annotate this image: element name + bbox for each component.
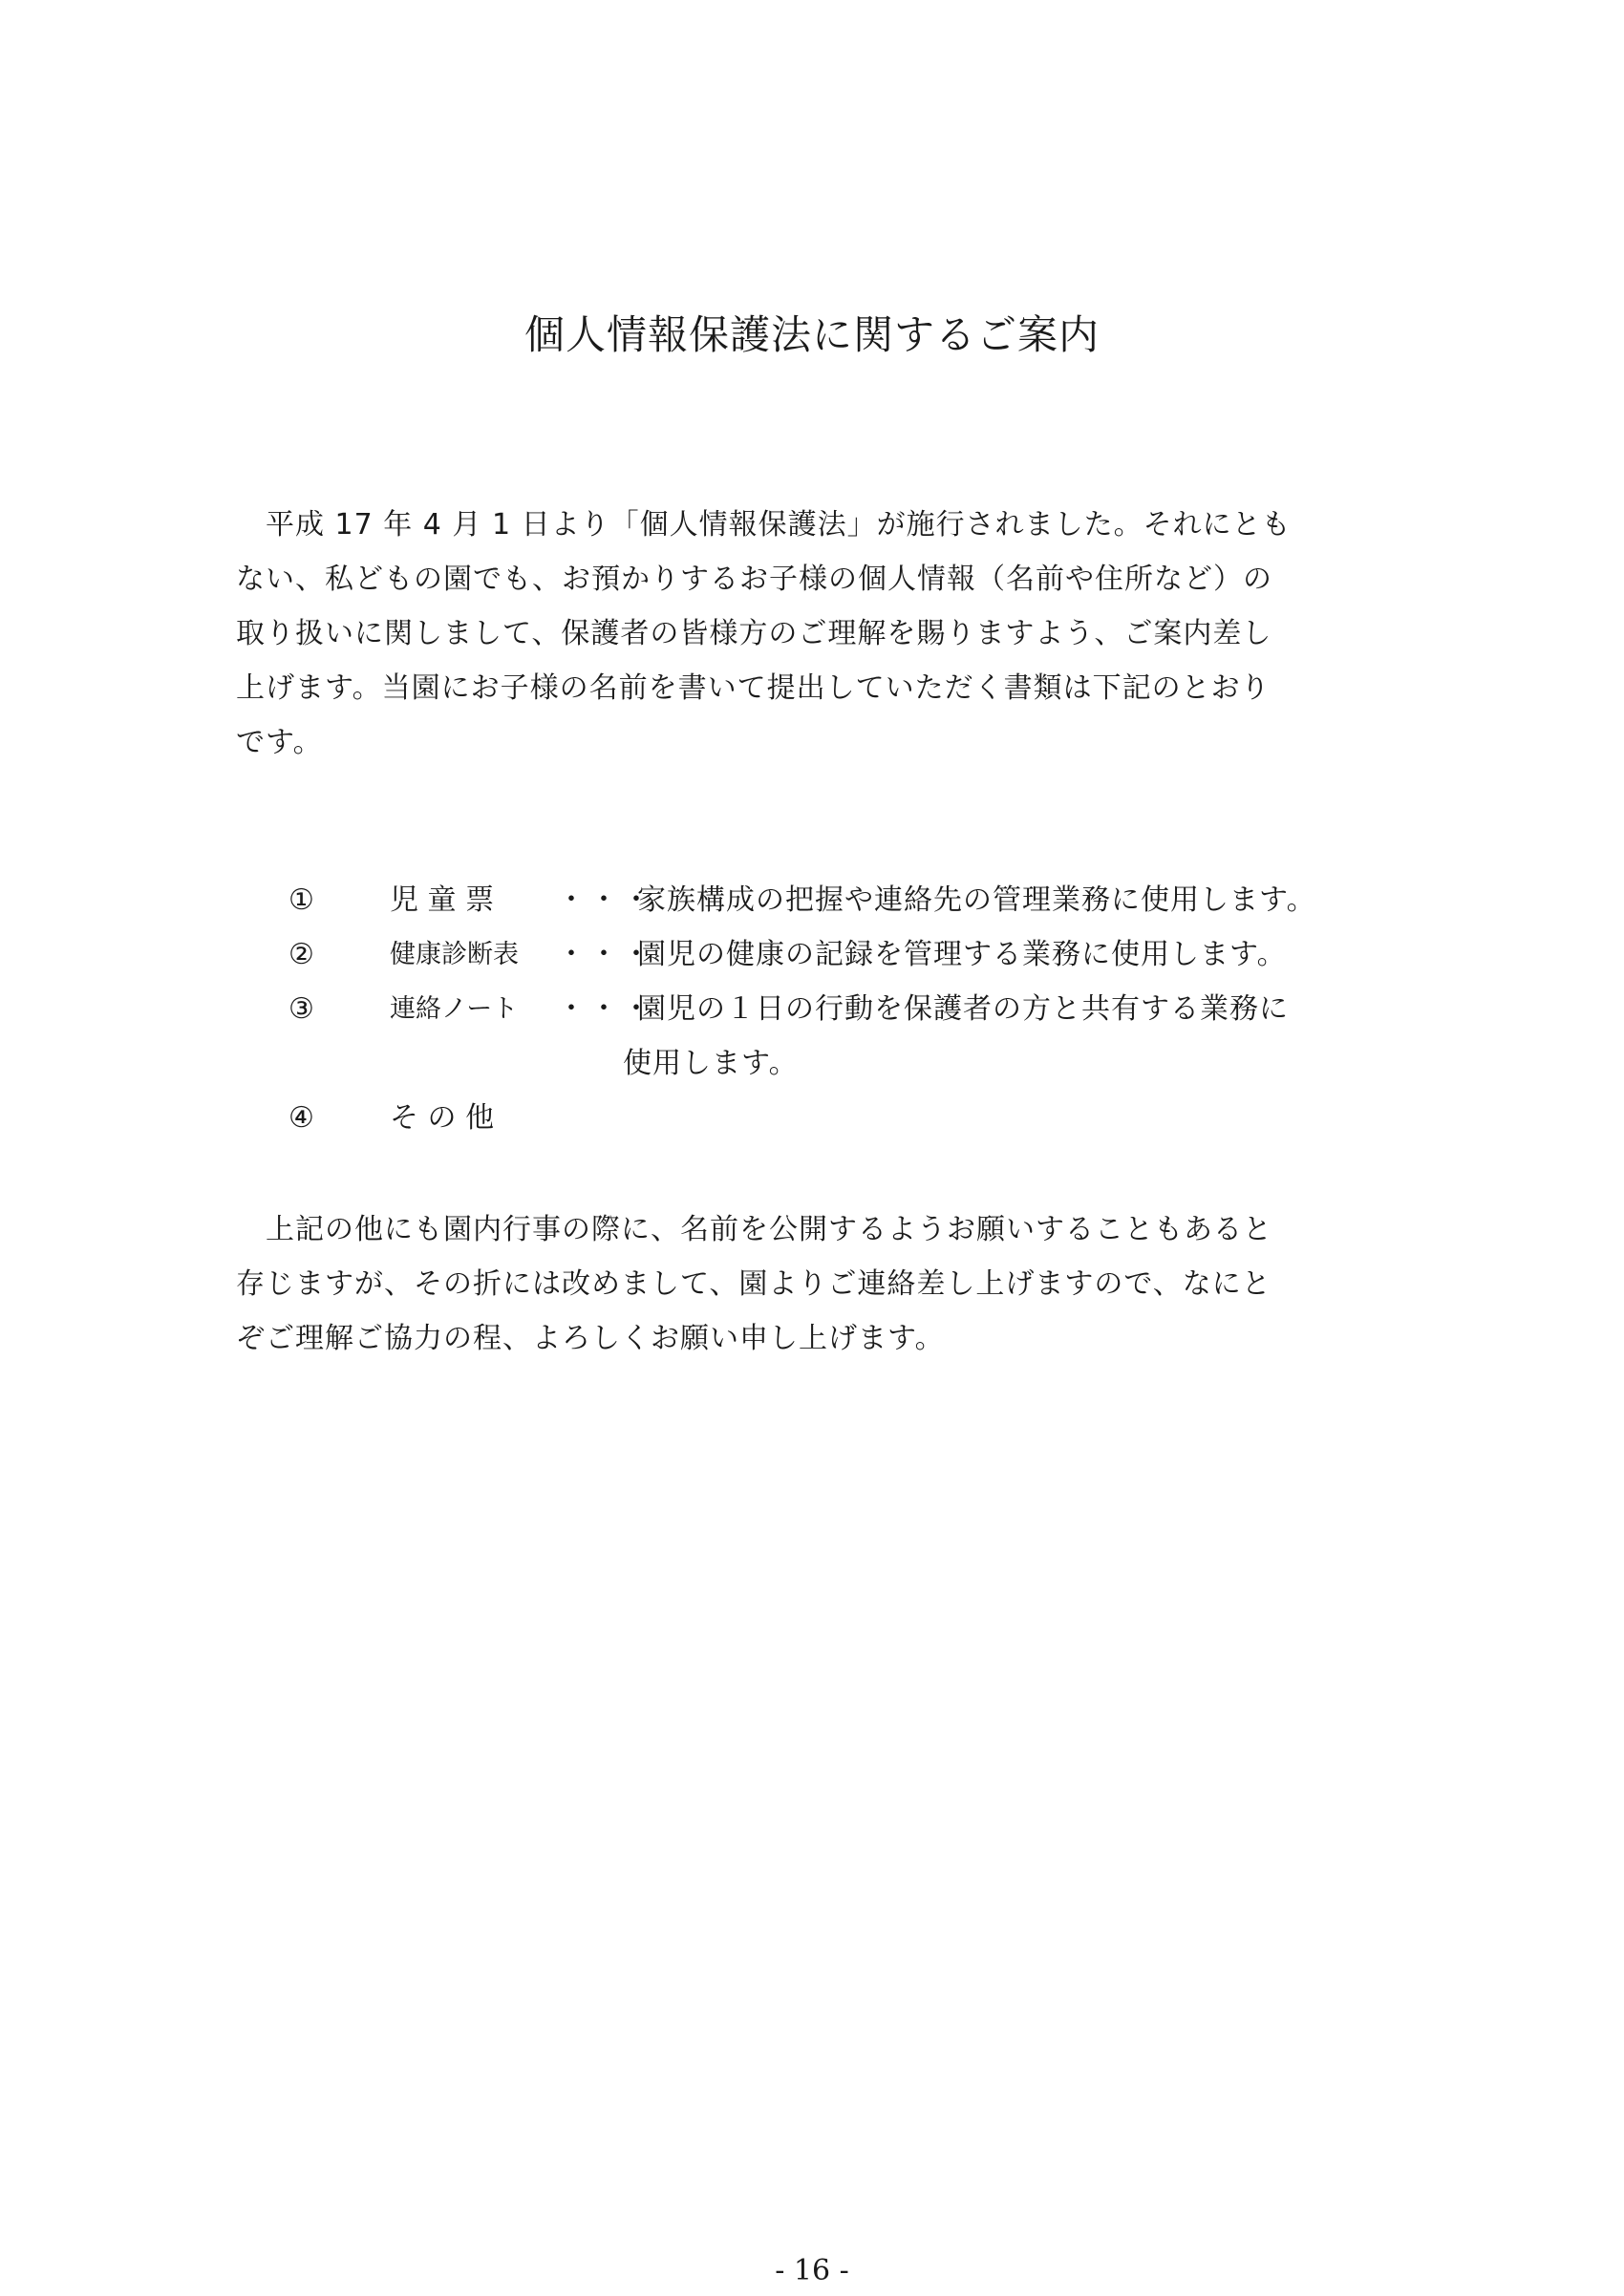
item-name: 連絡ノート [390,994,519,1024]
item-description: 園児の１日の行動を保護者の方と共有する業務に [637,992,1289,1026]
page-number: - 16 - [775,2254,849,2287]
document-title: 個人情報保護法に関するご案内 [524,311,1100,358]
item-dots: ・・・ [557,992,654,1026]
item-dots: ・・・ [557,883,654,917]
intro-line: 上げます。当園にお子様の名前を書いて提出していただく書類は下記のとおり [236,671,1271,705]
item-description-continued: 使用します。 [623,1047,799,1080]
list-item-contact-notebook [0,982,1624,1036]
list-item-contact-notebook-continued [0,1036,1624,1091]
item-number: ② [288,938,314,971]
intro-line: ない、私どもの園でも、お預かりするお子様の個人情報（名前や住所など）の [236,563,1272,596]
intro-line: 平成 17 年 4 月 1 日より「個人情報保護法」が施行されました。それにとも [236,508,1292,542]
item-number: ① [288,883,314,917]
item-dots: ・・・ [557,938,654,971]
closing-line: 存じますが、その折には改めまして、園よりご連絡差し上げますので、なにと [236,1267,1271,1301]
list-item-other [0,1091,1624,1145]
item-name: そ の 他 [390,1101,495,1135]
item-number: ③ [288,992,314,1026]
intro-line: 取り扱いに関しまして、保護者の皆様方のご理解を賜りますよう、ご案内差し [236,617,1272,650]
closing-line: 上記の他にも園内行事の際に、名前を公開するようお願いすることもあると [236,1213,1272,1246]
item-description: 家族構成の把握や連絡先の管理業務に使用します。 [637,883,1316,917]
intro-line: です。 [236,726,323,759]
item-number: ④ [288,1101,314,1135]
item-name: 児 童 票 [390,883,495,917]
list-item-children-record [0,873,1624,927]
closing-line: ぞご理解ご協力の程、よろしくお願い申し上げます。 [236,1322,945,1355]
item-description: 園児の健康の記録を管理する業務に使用します。 [637,938,1287,971]
item-name: 健康診断表 [390,940,519,969]
list-item-health-record [0,927,1624,982]
closing-paragraph [236,1202,1397,1366]
intro-paragraph [236,498,1397,770]
